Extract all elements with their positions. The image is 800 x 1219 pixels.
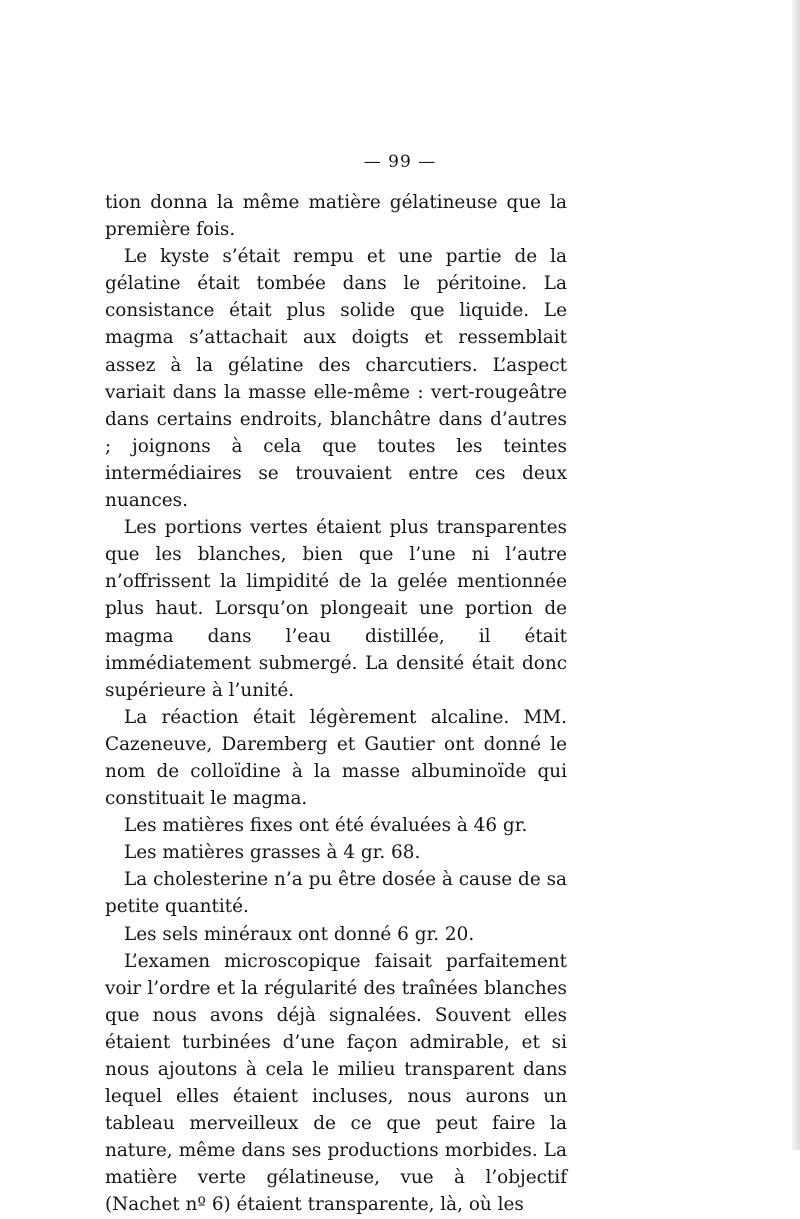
page-number: — 99 — [363, 152, 437, 172]
paragraph-portions-vertes: Les portions vertes étaient plus transparentes que les blanches, bien que l’une ni l’autre n’offrissent la limpidité de la gelée mentionnée plus haut. Lorsqu’on plongeait une portion de magma dans l’eau distillée, il était immédiatement submergé. La densité était donc supérieure à l’unité. [105, 517, 567, 701]
paragraph-continuation: tion donna la même matière gélatineuse que la première fois. [105, 192, 567, 241]
paragraph-matieres-fixes: Les matières fixes ont été évaluées à 46 gr. [124, 815, 528, 837]
paragraph-cholesterine: La cholesterine n’a pu être dosée à cause de sa petite quantité. [105, 869, 567, 918]
paragraph-examen-microscopique: L’examen microscopique faisait parfaitement voir l’ordre et la régularité des traînées blanches que nous avons déjà signalées. Souvent elles étaient turbinées d’une façon admirable, et si nous ajoutons à cela le milieu transparent dans lequel elles étaient incluses, nous aurons un tableau merveilleux de ce que peut faire la nature, même dans ses productions morbides. La matière verte gélatineuse, vue à l’objectif (Nachet nº 6) étaient transparente, là, où les [105, 950, 567, 1216]
paragraph-reaction: La réaction était légèrement alcaline. MM. Cazeneuve, Daremberg et Gautier ont donné le nom de colloïdine à la masse albuminoïde qui constituait le magma. [105, 706, 567, 810]
body-text [105, 189, 567, 1219]
paragraph-sels-mineraux: Les sels minéraux ont donné 6 gr. 20. [124, 923, 475, 945]
paragraph-kyste: Le kyste s’était rempu et une partie de la gélatine était tombée dans le péritoine. La consistance était plus solide que liquide. Le magma s’attachait aux doigts et ressemblait assez à la gélatine des charcutiers. L’aspect variait dans la masse elle-même : vert-rougeâtre dans certains endroits, blanchâtre dans d’autres ; joignons à cela que toutes les teintes intermédiaires se trouvaient entre ces deux nuances. [105, 246, 567, 512]
paragraph-matieres-grasses: Les matières grasses à 4 gr. 68. [124, 842, 421, 864]
scan-page-edge [792, 0, 800, 1150]
